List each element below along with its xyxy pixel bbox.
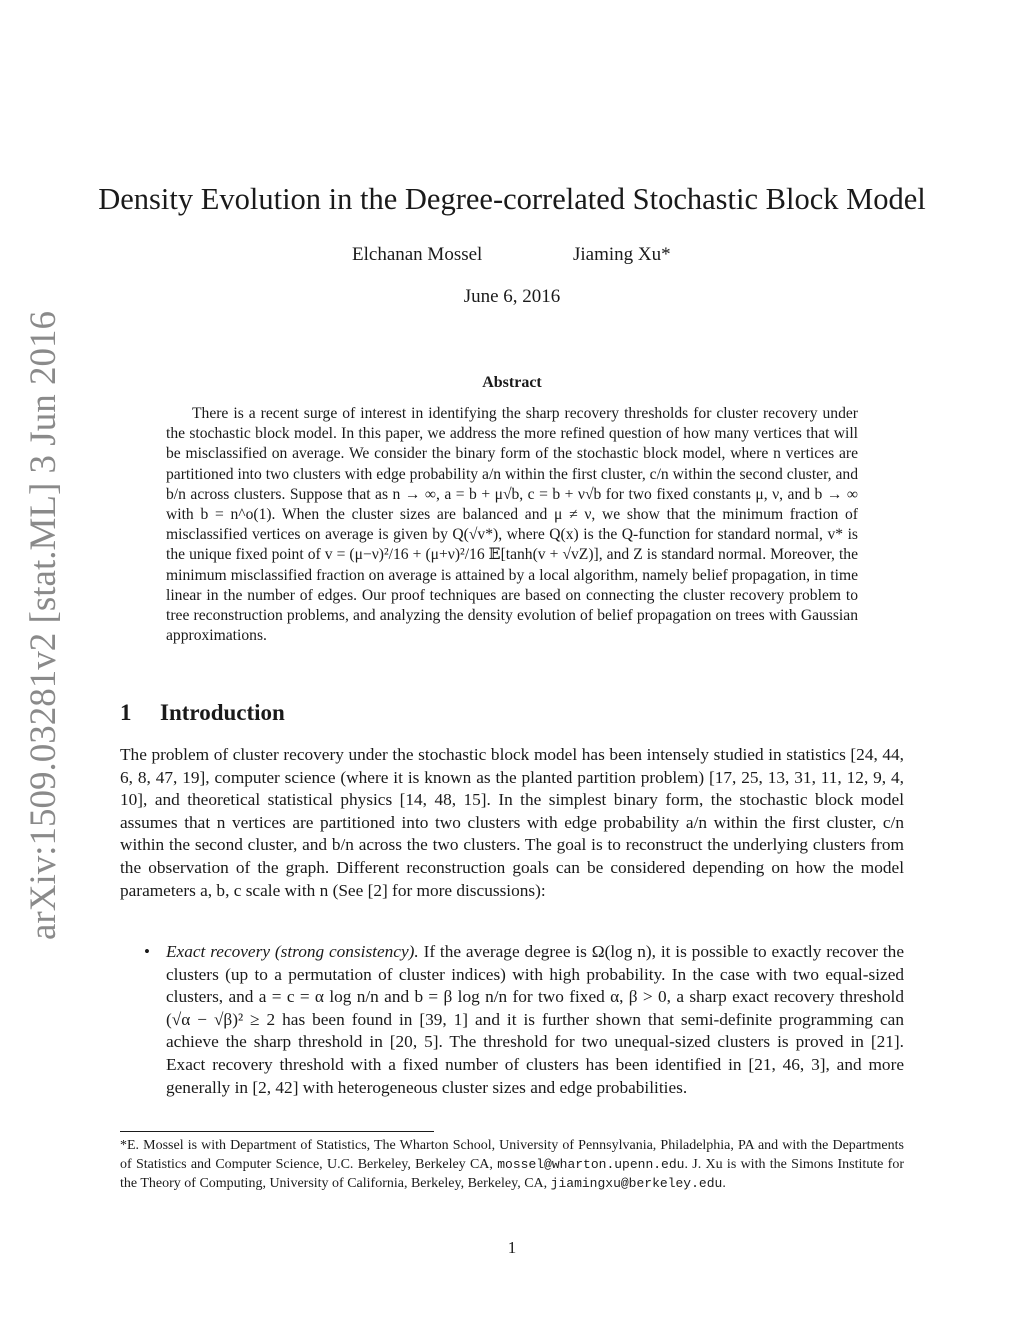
- footnote-text-2: . J. Xu is with the Simons Institute for the Theory of Computing, University of California, Berkeley, Berkeley, CA,: [120, 1157, 904, 1192]
- section-number: 1: [120, 700, 132, 725]
- bullet-list: [144, 941, 904, 1099]
- page-number: 1: [507, 1238, 517, 1257]
- author-name: Jiaming Xu*: [573, 244, 671, 265]
- list-item: [144, 941, 904, 1099]
- footnote: [120, 1136, 904, 1194]
- intro-paragraph: The problem of cluster recovery under the stochastic block model has been intensely studied in statistics [24, 44, 6, 8, 47, 19], computer science (where it is known as the planted partition problem) [17, 25, 13, 31, 11, 12, 9, 4, 10], and theoretical statistical physics [14, 48, 15]. In the simplest binary form, the stochastic block model assumes that n vertices are partitioned into two clusters with edge probability a/n within the first cluster, c/n within the second cluster, and b/n across the two clusters. The goal is to reconstruct the underlying clusters from the observation of the graph. Different reconstruction goals can be considered depending on how the model parameters a, b, c scale with n (See [2] for more discussions):: [120, 745, 904, 900]
- arxiv-identifier: arXiv:1509.03281v2 [stat.ML] 3 Jun 2016: [23, 311, 64, 940]
- footnote-end: .: [722, 1176, 726, 1192]
- bullet-icon: •: [144, 942, 150, 961]
- abstract-text: There is a recent surge of interest in identifying the sharp recovery thresholds for cluster recovery under the stochastic block model. In this paper, we address the more refined question of how many vertices that will be misclassified on average. We consider the binary form of the stochastic block model, where n vertices are partitioned into two clusters with edge probability a/n within the first cluster, c/n within the second cluster, and b/n across clusters. Suppose that as n → ∞, a = b + μ√b, c = b + ν√b for two fixed constants μ, ν, and b → ∞ with b = n^o(1). When the cluster sizes are balanced and μ ≠ ν, we show that the minimum fraction of misclassified vertices on average is given by Q(√v*), where Q(x) is the Q-function for standard normal, v* is the unique fixed point of v = (μ−ν)²/16 + (μ+ν)²/16 𝔼[tanh(v + √vZ)], and Z is standard normal. Moreover, the minimum misclassified fraction on average is attained by a local algorithm, namely belief propagation, in time linear in the number of edges. Our proof techniques are based on connecting the cluster recovery problem to tree reconstruction problems, and analyzing the density evolution of belief propagation on trees with Gaussian approximations.: [166, 405, 858, 645]
- bullet-text: If the average degree is Ω(log n), it is possible to exactly recover the clusters (up to a permutation of cluster indices) with high probability. In the case with two equal-sized clusters, and a = c = α log n/n and b = β log n/n for two fixed α, β > 0, a sharp exact recovery threshold (√α − √β)² ≥ 2 has been found in [39, 1] and it is further shown that semi-definite programming can achieve the sharp threshold in [20, 5]. The threshold for two unequal-sized clusters is proved in [21]. Exact recovery threshold with a fixed number of clusters has been identified in [21, 46, 3], and more generally in [2, 42] with heterogeneous cluster sizes and edge probabilities.: [166, 942, 904, 1097]
- section-heading: [120, 700, 285, 726]
- section-title: Introduction: [160, 700, 285, 725]
- paper-title: Density Evolution in the Degree-correlated Stochastic Block Model: [98, 182, 926, 216]
- bullet-lead: Exact recovery (strong consistency).: [166, 942, 419, 961]
- footnote-rule: [120, 1131, 434, 1132]
- footnote-text: *E. Mossel is with Department of Statistics, The Wharton School, University of Pennsylvania, Philadelphia, PA and with the Departments of Statistics and Computer Science, U.C. Berkeley, Berkeley CA,: [120, 1138, 904, 1173]
- email-link[interactable]: jiamingxu@berkeley.edu: [550, 1176, 723, 1192]
- email-link[interactable]: mossel@wharton.upenn.edu: [497, 1157, 685, 1173]
- author-name: Elchanan Mossel: [352, 244, 483, 265]
- paper-date: June 6, 2016: [463, 286, 561, 307]
- abstract-heading: Abstract: [482, 374, 542, 391]
